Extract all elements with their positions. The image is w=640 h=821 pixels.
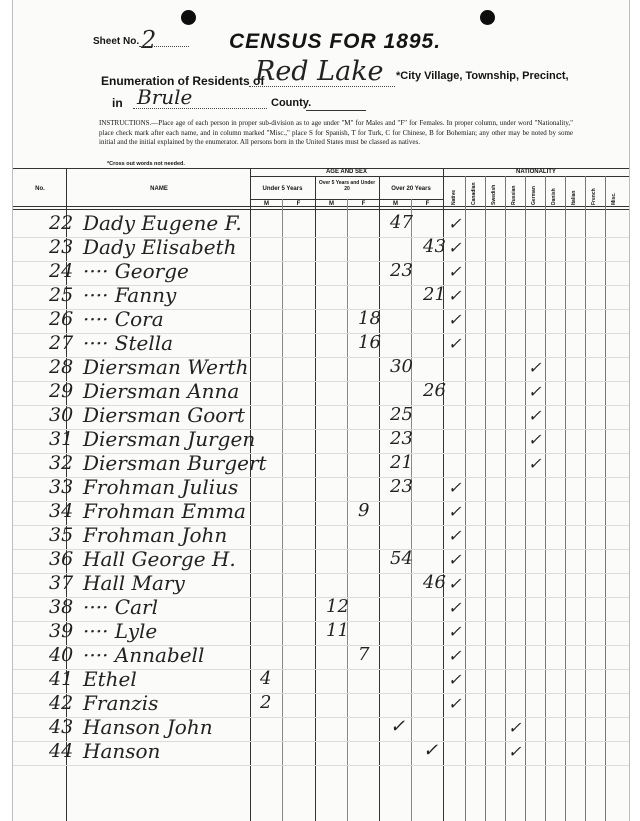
row-nationality-check: ✓: [448, 526, 462, 545]
header-under5-f: F: [296, 201, 301, 207]
nationality-subcolumn-rule: [585, 176, 586, 821]
row-name: Diersman Jurgen: [83, 427, 256, 451]
row-name: Frohman Emma: [83, 499, 246, 523]
row-name: ···· Carl: [83, 595, 158, 619]
row-number: 37: [49, 572, 74, 594]
nationality-subcolumn-rule: [465, 176, 466, 821]
row-nationality-check: ✓: [448, 550, 462, 569]
row-age: 47: [390, 212, 413, 233]
row-number: 22: [49, 212, 74, 234]
header-over5-f: F: [361, 201, 366, 207]
row-nationality-check: ✓: [448, 694, 462, 713]
row-age: 43: [423, 236, 446, 257]
age-column-rule: [443, 168, 444, 821]
place-type-label: *City Village, Township, Precinct,: [396, 70, 569, 82]
row-name: Frohman John: [83, 523, 228, 547]
row-number: 28: [49, 356, 74, 378]
nationality-subcolumn-rule: [605, 176, 606, 821]
row-nationality-check: ✓: [528, 430, 542, 449]
nationality-subcolumn-rule: [545, 176, 546, 821]
row-nationality-check: ✓: [448, 238, 462, 257]
over5-column-rule: [379, 176, 380, 821]
row-number: 36: [49, 548, 74, 570]
row-nationality-check: ✓: [448, 334, 462, 353]
place-name: Red Lake: [255, 56, 384, 87]
row-age: 16: [358, 332, 381, 353]
header-over5-m: M: [329, 201, 334, 207]
row-nationality-check: ✓: [448, 646, 462, 665]
row-age: 2: [260, 692, 272, 713]
row-number: 39: [49, 620, 74, 642]
row-number: 32: [49, 452, 74, 474]
name-column-rule: [250, 168, 251, 821]
nationality-subcolumn-rule: [525, 176, 526, 821]
header-nationality: NATIONALITY: [516, 169, 556, 175]
binder-hole-left: [181, 10, 196, 25]
enumeration-label: Enumeration of Residents of: [101, 74, 265, 88]
row-age: ✓: [390, 716, 406, 737]
row-number: 41: [49, 668, 74, 690]
row-name: Dady Elisabeth: [83, 235, 237, 259]
row-name: Diersman Goort: [83, 403, 245, 427]
row-nationality-check: ✓: [448, 670, 462, 689]
row-name: ···· Fanny: [83, 283, 177, 307]
row-name: Dady Eugene F.: [83, 211, 242, 235]
row-number: 44: [49, 740, 74, 762]
nationality-subcolumn-rule: [565, 176, 566, 821]
row-age: 23: [390, 476, 413, 497]
row-age: 21: [390, 452, 413, 473]
nationality-header-native: Native: [451, 189, 457, 205]
document-title: CENSUS FOR 1895.: [229, 30, 442, 53]
header-over20-m: M: [393, 201, 398, 207]
row-age: 9: [358, 500, 370, 521]
county-label: County.: [271, 97, 312, 109]
row-name: Frohman Julius: [83, 475, 239, 499]
age-group-rule: [250, 176, 443, 177]
nationality-header-canadian: Canadian: [471, 182, 477, 205]
row-age: 4: [260, 668, 272, 689]
row-name: ···· Annabell: [83, 643, 205, 667]
row-nationality-check: ✓: [528, 358, 542, 377]
header-over5: Over 5 Years and Under 20: [318, 180, 376, 192]
nationality-header-misc: Misc.: [611, 192, 617, 205]
row-name: Hall Mary: [83, 571, 185, 595]
sex-subcolumn-rule: [347, 199, 348, 821]
row-number: 31: [49, 428, 74, 450]
row-age: 11: [326, 620, 349, 641]
row-number: 26: [49, 308, 74, 330]
row-number: 34: [49, 500, 74, 522]
nationality-header-swedish: Swedish: [491, 184, 497, 205]
row-name: Franzis: [83, 691, 159, 715]
sex-subcolumn-rule: [282, 199, 283, 821]
row-name: ···· Cora: [83, 307, 164, 331]
row-age: 23: [390, 428, 413, 449]
row-number: 43: [49, 716, 74, 738]
row-nationality-check: ✓: [448, 310, 462, 329]
row-nationality-check: ✓: [528, 382, 542, 401]
row-nationality-check: ✓: [508, 718, 522, 737]
row-age: 18: [358, 308, 381, 329]
header-no: No.: [35, 186, 45, 192]
sheet-number-label: Sheet No.: [93, 36, 140, 47]
header-under5: Under 5 Years: [262, 186, 303, 192]
row-number: 30: [49, 404, 74, 426]
nationality-rule: [443, 176, 629, 177]
place-line: [249, 86, 395, 87]
header-under5-m: M: [264, 201, 269, 207]
row-name: Diersman Burgert: [83, 451, 267, 475]
sheet-number: 2: [141, 26, 157, 54]
row-number: 25: [49, 284, 74, 306]
row-name: Ethel: [83, 667, 137, 691]
row-age: 7: [358, 644, 370, 665]
row-name: Hanson: [83, 739, 161, 763]
row-number: 35: [49, 524, 74, 546]
header-age-and-sex: AGE AND SEX: [325, 169, 368, 175]
county-name: Brule: [137, 85, 193, 109]
row-age: 25: [390, 404, 413, 425]
row-number: 23: [49, 236, 74, 258]
row-number: 27: [49, 332, 74, 354]
nationality-subcolumn-rule: [505, 176, 506, 821]
row-nationality-check: ✓: [448, 622, 462, 641]
row-age: 30: [390, 356, 413, 377]
county-line: [133, 108, 267, 109]
instructions-text: INSTRUCTIONS.—Place age of each person in proper sub-division as to age under "M" for Males and "F" for Females. In proper column, under word "Nationality," place check mark after each name, and in column marked "Misc.," place S for Spanish, T for Turk, C for Chinese, B for Bohemian; any other may be noted by some initial and the initial explained by the enumerator. All persons born in the United States must be classed as natives.: [99, 119, 573, 146]
row-name: Diersman Anna: [83, 379, 240, 403]
county-rule: [306, 110, 366, 111]
header-over20-f: F: [425, 201, 430, 207]
row-age: 46: [423, 572, 446, 593]
row-name: Hall George H.: [83, 547, 236, 571]
nationality-header-italian: Italian: [571, 190, 577, 205]
header-over20: Over 20 Years: [391, 186, 431, 192]
row-nationality-check: ✓: [508, 742, 522, 761]
row-number: 33: [49, 476, 74, 498]
row-name: Hanson John: [83, 715, 213, 739]
row-number: 24: [49, 260, 74, 282]
census-sheet: [12, 0, 630, 821]
row-name: ···· Lyle: [83, 619, 158, 643]
row-nationality-check: ✓: [448, 286, 462, 305]
row-age: 26: [423, 380, 446, 401]
row-number: 38: [49, 596, 74, 618]
row-number: 42: [49, 692, 74, 714]
nationality-header-russian: Russian: [511, 185, 517, 205]
sheet-number-line: [139, 46, 189, 47]
cross-out-note: *Cross out words not needed.: [107, 161, 185, 167]
row-age: 12: [326, 596, 349, 617]
row-nationality-check: ✓: [448, 262, 462, 281]
row-nationality-check: ✓: [448, 502, 462, 521]
row-nationality-check: ✓: [448, 598, 462, 617]
row-number: 29: [49, 380, 74, 402]
row-nationality-check: ✓: [448, 478, 462, 497]
row-name: ···· Stella: [83, 331, 174, 355]
nationality-header-french: French: [591, 188, 597, 205]
row-age: 23: [390, 260, 413, 281]
nationality-header-danish: Danish: [551, 188, 557, 205]
nationality-subcolumn-rule: [485, 176, 486, 821]
sex-subcolumn-rule: [411, 199, 412, 821]
row-name: ···· George: [83, 259, 189, 283]
row-nationality-check: ✓: [448, 214, 462, 233]
header-name: NAME: [150, 186, 168, 192]
row-age: 21: [423, 284, 446, 305]
under5-column-rule: [315, 176, 316, 821]
nationality-header-german: German: [531, 186, 537, 205]
table-header-rule-double: [13, 209, 629, 210]
row-name: Diersman Werth: [83, 355, 249, 379]
row-nationality-check: ✓: [448, 574, 462, 593]
county-in-label: in: [112, 96, 123, 110]
row-nationality-check: ✓: [528, 406, 542, 425]
row-number: 40: [49, 644, 74, 666]
row-age: ✓: [423, 740, 439, 761]
row-rule: [13, 765, 629, 766]
binder-hole-right: [480, 10, 495, 25]
row-age: 54: [390, 548, 413, 569]
row-nationality-check: ✓: [528, 454, 542, 473]
